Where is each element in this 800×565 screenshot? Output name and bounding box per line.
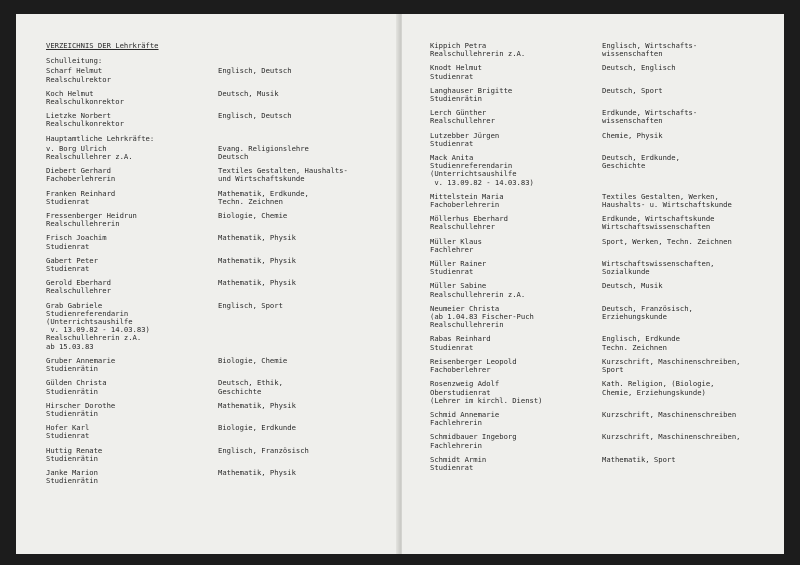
subject-line: Chemie, Erziehungskunde): [602, 387, 706, 397]
name-line: Knodt Helmut: [430, 63, 482, 73]
teacher-name: [46, 112, 218, 128]
subject-line: Erziehungskunde: [602, 312, 667, 322]
teacher-subjects: [218, 234, 391, 250]
name-line: (Lehrer im kirchl. Dienst): [430, 395, 543, 405]
name-line: Hirscher Dorothe: [46, 400, 116, 410]
subject-line: Kurzschrift, Maschinenschreiben,: [602, 432, 741, 442]
name-line: Realschullehrer: [430, 222, 495, 232]
teacher-name: [430, 411, 602, 427]
name-line: Studienreferendarin: [46, 308, 129, 318]
teacher-subjects: [602, 433, 776, 449]
teacher-entry: [46, 357, 391, 373]
name-line: Fachlehrerin: [430, 418, 482, 428]
teacher-subjects: [602, 238, 776, 254]
teacher-name: [430, 456, 602, 472]
subject-line: Techn. Zeichnen: [602, 342, 667, 352]
teacher-entry: [430, 335, 776, 351]
teacher-name: [46, 379, 218, 395]
name-line: Oberstudienrat: [430, 387, 491, 397]
teacher-name: [430, 335, 602, 351]
teacher-name: [46, 447, 218, 463]
teacher-subjects: [602, 64, 776, 80]
teacher-entry: [430, 109, 776, 125]
subject-line: Techn. Zeichnen: [218, 196, 283, 206]
teacher-subjects: [602, 380, 776, 405]
name-line: Langhauser Brigitte: [430, 85, 513, 95]
teacher-name: [430, 380, 602, 405]
subject-line: Englisch, Erdkunde: [602, 334, 680, 344]
name-line: Fachoberlehrerin: [430, 200, 500, 210]
teacher-name: [46, 145, 218, 161]
subject-line: Deutsch, Sport: [602, 85, 663, 95]
teacher-entry: [46, 112, 391, 128]
subject-line: Deutsch, Ethik,: [218, 378, 283, 388]
subject-line: Geschichte: [218, 386, 262, 396]
teacher-entry: [430, 411, 776, 427]
teacher-name: [46, 302, 218, 351]
teacher-entry: [46, 145, 391, 161]
name-line: Diebert Gerhard: [46, 166, 111, 176]
subject-line: Mathematik, Physik: [218, 467, 296, 477]
right-page: [402, 14, 784, 554]
name-line: Realschulkonrektor: [46, 119, 124, 129]
teacher-name: [46, 257, 218, 273]
name-line: Schmidt Armin: [430, 454, 487, 464]
subject-line: Geschichte: [602, 161, 646, 171]
name-line: v. 13.09.82 - 14.03.83): [430, 177, 534, 187]
teacher-name: [46, 90, 218, 106]
teacher-entry: [430, 132, 776, 148]
teacher-entry: [430, 358, 776, 374]
name-line: Neumeier Christa: [430, 303, 500, 313]
teacher-subjects: [218, 67, 391, 83]
teacher-name: [46, 67, 218, 83]
name-line: Rosenzweig Adolf: [430, 379, 500, 389]
name-line: Grab Gabriele: [46, 300, 103, 310]
name-line: Janke Marion: [46, 467, 98, 477]
teacher-subjects: [218, 190, 391, 206]
teacher-name: [46, 234, 218, 250]
teacher-name: [430, 238, 602, 254]
teacher-entry: [430, 238, 776, 254]
name-line: Reisenberger Leopold: [430, 356, 517, 366]
name-line: Realschullehrer z.A.: [46, 152, 133, 162]
teacher-list-left: [46, 145, 391, 486]
name-line: (ab 1.04.83 Fischer-Puch: [430, 312, 534, 322]
teacher-entry: [46, 257, 391, 273]
teacher-list-right: [430, 42, 776, 472]
name-line: ab 15.03.83: [46, 341, 94, 351]
subject-line: Deutsch, Englisch: [602, 63, 676, 73]
name-line: Frisch Joachim: [46, 233, 107, 243]
subject-line: Kath. Religion, (Biologie,: [602, 379, 715, 389]
teacher-entry: [430, 154, 776, 187]
subject-line: Textiles Gestalten, Werken,: [602, 191, 719, 201]
subject-line: Englisch, Deutsch: [218, 111, 292, 121]
teacher-subjects: [218, 90, 391, 106]
subject-line: Biologie, Chemie: [218, 211, 288, 221]
name-line: Fachoberlehrerin: [46, 174, 116, 184]
teacher-name: [46, 357, 218, 373]
teacher-entry: [46, 67, 391, 83]
teacher-entry: [46, 167, 391, 183]
teacher-name: [46, 469, 218, 485]
teacher-entry: [46, 379, 391, 395]
name-line: Gerold Eberhard: [46, 278, 111, 288]
teacher-entry: [430, 42, 776, 58]
subject-line: Wirtschaftswissenschaften,: [602, 259, 715, 269]
teacher-entry: [46, 90, 391, 106]
name-line: Kippich Petra: [430, 41, 487, 50]
teacher-name: [430, 358, 602, 374]
name-line: Müller Rainer: [430, 259, 487, 269]
teacher-name: [430, 64, 602, 80]
subject-line: Englisch, Deutsch: [218, 66, 292, 76]
subject-line: Englisch, Französisch: [218, 445, 309, 455]
name-line: Mack Anita: [430, 153, 474, 163]
teacher-entry: [46, 402, 391, 418]
teacher-name: [46, 167, 218, 183]
subject-line: Sport: [602, 365, 624, 375]
teacher-name: [46, 402, 218, 418]
subject-line: Mathematik, Physik: [218, 278, 296, 288]
teacher-subjects: [218, 379, 391, 395]
teachers-label: Hauptamtliche Lehrkräfte:: [46, 133, 155, 143]
name-line: Studienrat: [430, 342, 474, 352]
name-line: Müller Sabine: [430, 281, 487, 291]
teacher-entry: [430, 64, 776, 80]
subject-line: Mathematik, Physik: [218, 233, 296, 243]
name-line: Schmidbauer Ingeborg: [430, 432, 517, 442]
name-line: Realschulkonrektor: [46, 97, 124, 107]
name-line: Studienrat: [46, 196, 90, 206]
name-line: Realschulrektor: [46, 74, 111, 84]
teacher-entry: [46, 302, 391, 351]
teacher-entry: [46, 234, 391, 250]
subject-line: Biologie, Chemie: [218, 355, 288, 365]
school-leadership-label: Schulleitung:: [46, 56, 103, 66]
name-line: Koch Helmut: [46, 88, 94, 98]
teacher-name: [46, 279, 218, 295]
subject-line: Deutsch, Musik: [602, 281, 663, 291]
name-line: Lutzebber Jürgen: [430, 130, 500, 140]
name-line: Studienrätin: [46, 453, 98, 463]
name-line: Schmid Annemarie: [430, 409, 500, 419]
name-line: Studienrätin: [46, 476, 98, 486]
name-line: Rabas Reinhard: [430, 334, 491, 344]
teacher-subjects: [602, 109, 776, 125]
name-line: Realschullehrerin z.A.: [46, 333, 142, 343]
teacher-entry: [46, 447, 391, 463]
name-line: Realschullehrerin z.A.: [430, 49, 526, 59]
subject-line: Kurzschrift, Maschinenschreiben,: [602, 356, 741, 366]
teacher-subjects: [218, 402, 391, 418]
teacher-subjects: [602, 215, 776, 231]
teacher-name: [46, 212, 218, 228]
subject-line: Haushalts- u. Wirtschaftskunde: [602, 200, 732, 210]
name-line: Studienrat: [430, 462, 474, 472]
teacher-entry: [46, 424, 391, 440]
teacher-subjects: [218, 167, 391, 183]
teacher-subjects: [218, 447, 391, 463]
subject-line: und Wirtschaftskunde: [218, 174, 305, 184]
name-line: Realschullehrerin: [46, 219, 120, 229]
teacher-entry: [46, 212, 391, 228]
subject-line: Englisch, Sport: [218, 300, 283, 310]
name-line: Gruber Annemarie: [46, 355, 116, 365]
name-line: Studienrat: [46, 264, 90, 274]
teacher-entry: [430, 305, 776, 330]
teacher-subjects: [218, 302, 391, 351]
teacher-name: [430, 132, 602, 148]
name-line: Realschullehrer: [46, 286, 111, 296]
name-line: Studienrätin: [430, 94, 482, 104]
subject-line: Sport, Werken, Techn. Zeichnen: [602, 236, 732, 246]
teacher-name: [430, 433, 602, 449]
name-line: v. 13.09.82 - 14.03.83): [46, 325, 150, 335]
left-page: [16, 14, 400, 554]
teacher-name: [430, 87, 602, 103]
subject-line: Mathematik, Physik: [218, 400, 296, 410]
teacher-entry: [46, 469, 391, 485]
teacher-subjects: [218, 145, 391, 161]
teacher-subjects: [602, 335, 776, 351]
page-title: VERZEICHNIS DER Lehrkräfte: [46, 41, 159, 50]
subject-line: Deutsch, Erdkunde,: [602, 153, 680, 163]
subject-line: Deutsch, Französisch,: [602, 303, 693, 313]
teacher-subjects: [218, 279, 391, 295]
teacher-name: [430, 215, 602, 231]
teacher-subjects: [602, 154, 776, 187]
subject-line: Mathematik, Sport: [602, 454, 676, 464]
name-line: Gabert Peter: [46, 255, 98, 265]
name-line: Realschullehrerin: [430, 320, 504, 330]
name-line: Scharf Helmut: [46, 66, 103, 76]
teacher-subjects: [602, 87, 776, 103]
name-line: Huttig Renate: [46, 445, 103, 455]
teacher-subjects: [602, 305, 776, 330]
name-line: Studienrätin: [46, 386, 98, 396]
name-line: Studienreferendarin: [430, 161, 513, 171]
subject-line: Evang. Religionslehre: [218, 143, 309, 153]
subject-line: Sozialkunde: [602, 267, 650, 277]
teacher-name: [430, 193, 602, 209]
teacher-subjects: [218, 212, 391, 228]
name-line: Lietzke Norbert: [46, 111, 111, 121]
name-line: Studienrätin: [46, 408, 98, 418]
teacher-subjects: [602, 42, 776, 58]
subject-line: wissenschaften: [602, 49, 663, 59]
subject-line: Erdkunde, Wirtschafts-: [602, 108, 698, 118]
name-line: Lerch Günther: [430, 108, 487, 118]
name-line: Realschullehrer: [430, 116, 495, 126]
teacher-entry: [430, 87, 776, 103]
teacher-entry: [430, 282, 776, 298]
subject-line: Erdkunde, Wirtschaftskunde: [602, 214, 715, 224]
teacher-subjects: [218, 257, 391, 273]
name-line: Möllerhus Eberhard: [430, 214, 508, 224]
teacher-entry: [430, 456, 776, 472]
teacher-subjects: [218, 357, 391, 373]
teacher-name: [46, 190, 218, 206]
name-line: Gülden Christa: [46, 378, 107, 388]
teacher-name: [430, 282, 602, 298]
teacher-entry: [430, 193, 776, 209]
name-line: Studienrat: [46, 431, 90, 441]
teacher-name: [430, 42, 602, 58]
name-line: Fachlehrerin: [430, 440, 482, 450]
name-line: Fachoberlehrer: [430, 365, 491, 375]
name-line: Mittelstein Maria: [430, 191, 504, 201]
subject-line: Mathematik, Erdkunde,: [218, 188, 309, 198]
subject-line: Mathematik, Physik: [218, 255, 296, 265]
teacher-subjects: [602, 282, 776, 298]
teacher-entry: [430, 380, 776, 405]
name-line: Franken Reinhard: [46, 188, 116, 198]
subject-line: Textiles Gestalten, Haushalts-: [218, 166, 348, 176]
teacher-name: [430, 260, 602, 276]
teacher-name: [430, 154, 602, 187]
name-line: Studienrat: [46, 241, 90, 251]
name-line: (Unterrichtsaushilfe: [430, 169, 517, 179]
teacher-entry: [430, 215, 776, 231]
name-line: (Unterrichtsaushilfe: [46, 317, 133, 327]
teacher-subjects: [602, 193, 776, 209]
subject-line: Kurzschrift, Maschinenschreiben: [602, 409, 737, 419]
subject-line: Chemie, Physik: [602, 130, 663, 140]
name-line: v. Borg Ulrich: [46, 143, 107, 153]
teacher-entry: [430, 260, 776, 276]
teacher-subjects: [602, 358, 776, 374]
name-line: Fachlehrer: [430, 244, 474, 254]
name-line: Hofer Karl: [46, 423, 90, 433]
teacher-subjects: [602, 132, 776, 148]
name-line: Realschullehrerin z.A.: [430, 289, 526, 299]
subject-line: Wirtschaftswissenschaften: [602, 222, 711, 232]
subject-line: Biologie, Erdkunde: [218, 423, 296, 433]
subject-line: Deutsch, Musik: [218, 88, 279, 98]
subject-line: wissenschaften: [602, 116, 663, 126]
teacher-name: [46, 424, 218, 440]
teacher-entry: [46, 279, 391, 295]
subject-line: Deutsch: [218, 152, 249, 162]
name-line: Studienrätin: [46, 364, 98, 374]
teacher-subjects: [602, 260, 776, 276]
teacher-subjects: [602, 411, 776, 427]
name-line: Studienrat: [430, 267, 474, 277]
teacher-subjects: [218, 424, 391, 440]
teacher-name: [430, 109, 602, 125]
name-line: Studienrat: [430, 71, 474, 81]
teacher-name: [430, 305, 602, 330]
leadership-list: [46, 67, 391, 128]
teacher-subjects: [602, 456, 776, 472]
teacher-entry: [46, 190, 391, 206]
name-line: Studienrat: [430, 138, 474, 148]
name-line: Fressenberger Heidrun: [46, 211, 137, 221]
name-line: Müller Klaus: [430, 236, 482, 246]
teacher-subjects: [218, 469, 391, 485]
subject-line: Englisch, Wirtschafts-: [602, 41, 698, 50]
teacher-entry: [430, 433, 776, 449]
teacher-subjects: [218, 112, 391, 128]
